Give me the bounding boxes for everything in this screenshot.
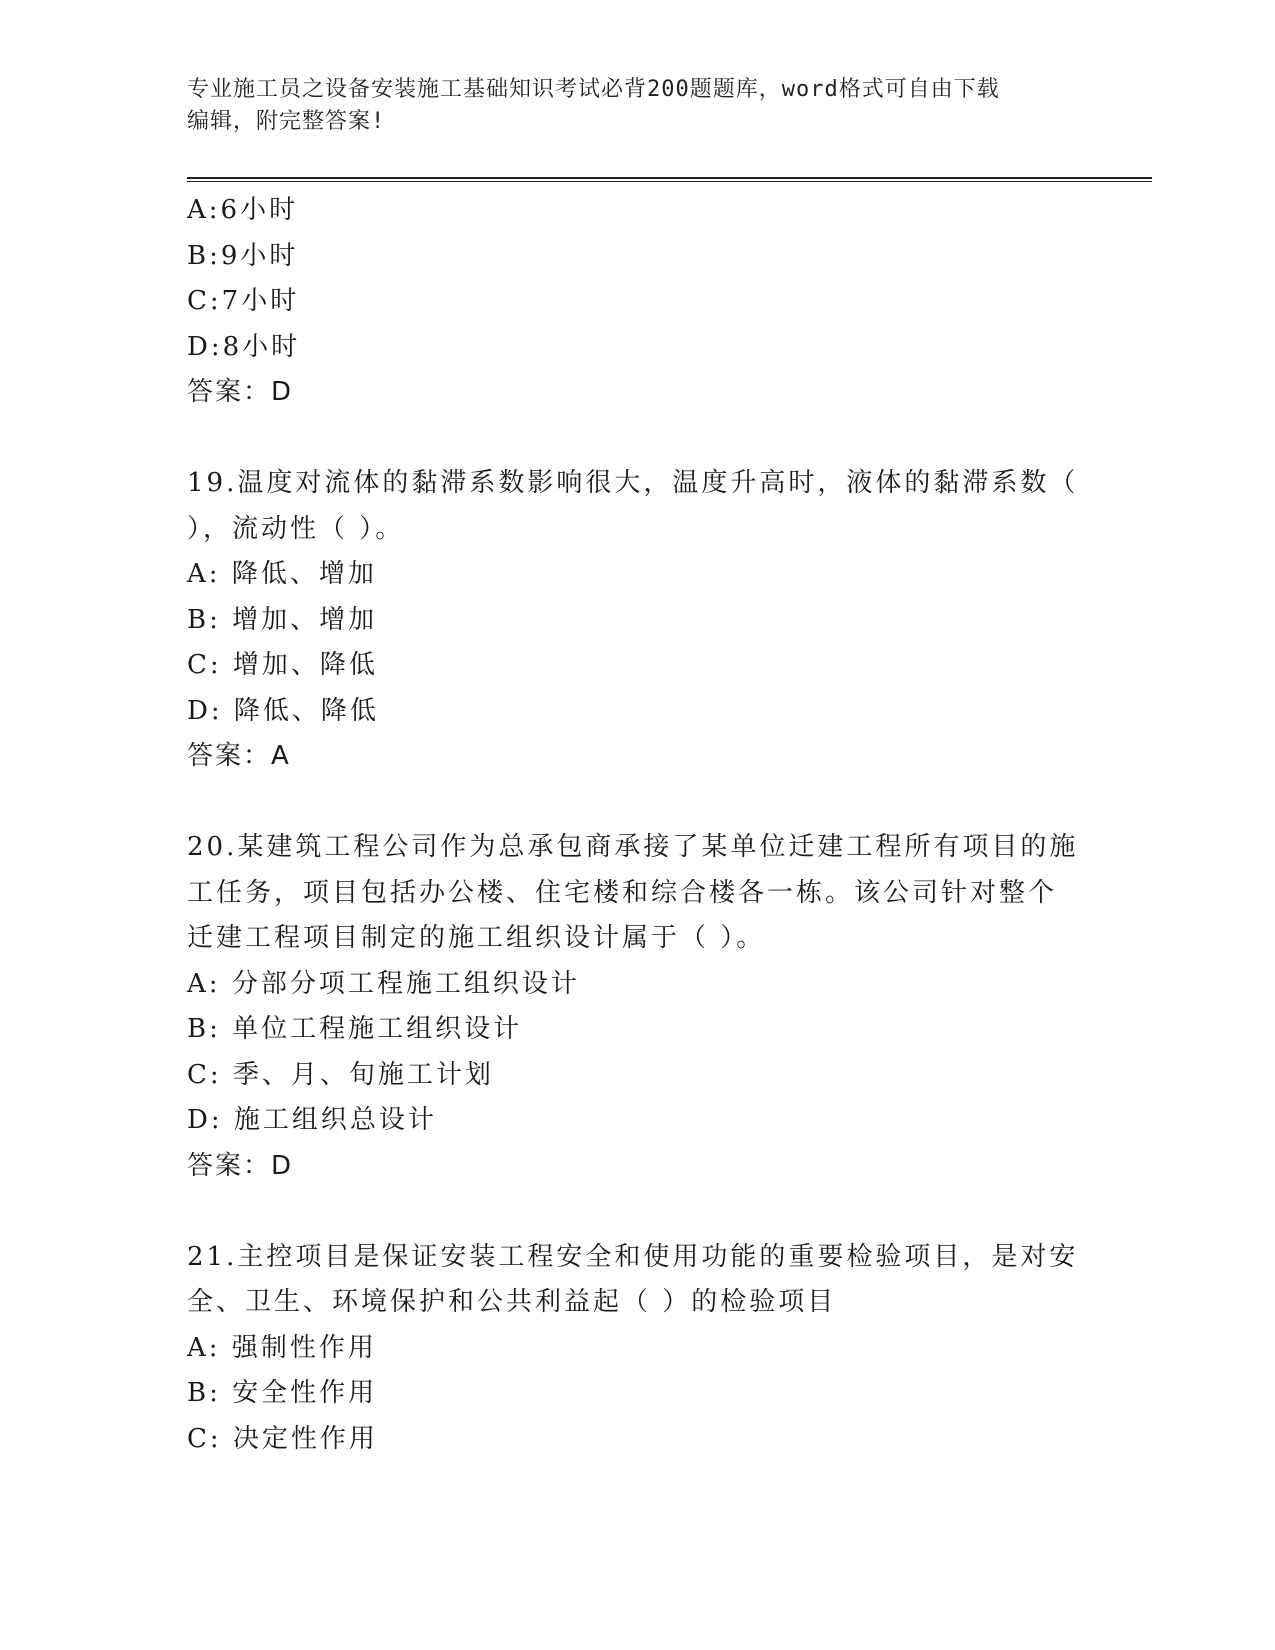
option-text: 8小时 bbox=[222, 331, 301, 362]
question-stem-line: 迁建工程项目制定的施工组织设计属于（ ）。 bbox=[187, 923, 766, 953]
option-label: C: bbox=[187, 650, 222, 680]
option-label: C: bbox=[187, 1423, 222, 1454]
option-label: A: bbox=[187, 1332, 221, 1363]
question-stem-line: 21.主控项目是保证安装工程安全和使用功能的重要检验项目，是对安 bbox=[187, 1241, 1079, 1272]
option-d bbox=[187, 689, 1087, 735]
option-text: 6小时 bbox=[220, 195, 299, 225]
option-c bbox=[187, 1053, 1087, 1099]
option-a bbox=[187, 1326, 1087, 1372]
option-text: 单位工程施工组织设计 bbox=[232, 1014, 523, 1044]
option-text: 9小时 bbox=[220, 240, 299, 271]
spacer bbox=[187, 416, 1087, 462]
option-c bbox=[187, 279, 1087, 325]
option-text: 安全性作用 bbox=[232, 1378, 378, 1408]
option-label: B: bbox=[187, 240, 221, 271]
option-a bbox=[187, 188, 1087, 234]
option-label: D: bbox=[187, 1105, 223, 1135]
option-text: 增加、增加 bbox=[232, 604, 378, 635]
option-label: A: bbox=[187, 195, 221, 225]
option-d bbox=[187, 325, 1087, 371]
option-label: B: bbox=[187, 1014, 221, 1044]
option-text: 降低、增加 bbox=[231, 559, 377, 589]
option-d bbox=[187, 1098, 1087, 1144]
option-label: B: bbox=[187, 604, 221, 635]
question-20 bbox=[187, 825, 1087, 1189]
page-header bbox=[187, 74, 1067, 138]
option-text: 施工组织总设计 bbox=[233, 1105, 437, 1135]
header-title-line-2: 编辑，附完整答案! bbox=[187, 109, 386, 134]
question-stem-line: 全、卫生、环境保护和公共利益起（ ）的检验项目 bbox=[187, 1287, 837, 1317]
option-label: C: bbox=[187, 1059, 222, 1090]
option-text: 强制性作用 bbox=[231, 1332, 377, 1363]
question-stem-line: 19.温度对流体的黏滞系数影响很大，温度升高时，液体的黏滞系数（ bbox=[187, 468, 1079, 498]
option-label: D: bbox=[187, 695, 223, 726]
question-19 bbox=[187, 461, 1087, 780]
option-label: A: bbox=[187, 968, 221, 999]
option-text: 分部分项工程施工组织设计 bbox=[231, 968, 580, 999]
header-divider bbox=[187, 177, 1152, 182]
option-a bbox=[187, 962, 1087, 1008]
spacer bbox=[187, 780, 1087, 826]
question-18-continued bbox=[187, 188, 1087, 416]
option-c bbox=[187, 643, 1087, 689]
option-b bbox=[187, 1007, 1087, 1053]
question-content bbox=[187, 188, 1087, 1462]
answer-line: 答案：A bbox=[187, 741, 291, 771]
option-label: D: bbox=[187, 331, 223, 362]
option-b bbox=[187, 234, 1087, 280]
option-c bbox=[187, 1417, 1087, 1463]
question-21 bbox=[187, 1235, 1087, 1463]
option-text: 降低、降低 bbox=[233, 695, 379, 726]
question-stem-line: ），流动性（ ）。 bbox=[187, 513, 405, 544]
option-text: 决定性作用 bbox=[232, 1423, 378, 1454]
answer-line: 答案：D bbox=[187, 377, 294, 407]
header-title-line-1: 专业施工员之设备安装施工基础知识考试必背200题题库，word格式可自由下载 bbox=[187, 77, 1000, 102]
option-text: 7小时 bbox=[221, 286, 300, 316]
option-text: 季、月、旬施工计划 bbox=[232, 1059, 494, 1090]
spacer bbox=[187, 1189, 1087, 1235]
option-label: B: bbox=[187, 1378, 221, 1408]
option-text: 增加、降低 bbox=[232, 650, 378, 680]
answer-line: 答案：D bbox=[187, 1150, 294, 1181]
question-stem-line: 20.某建筑工程公司作为总承包商承接了某单位迁建工程所有项目的施 bbox=[187, 832, 1079, 862]
option-label: C: bbox=[187, 286, 222, 316]
question-stem-line: 工任务，项目包括办公楼、住宅楼和综合楼各一栋。该公司针对整个 bbox=[187, 877, 1058, 908]
option-a bbox=[187, 552, 1087, 598]
option-b bbox=[187, 598, 1087, 644]
option-b bbox=[187, 1371, 1087, 1417]
option-label: A: bbox=[187, 559, 221, 589]
